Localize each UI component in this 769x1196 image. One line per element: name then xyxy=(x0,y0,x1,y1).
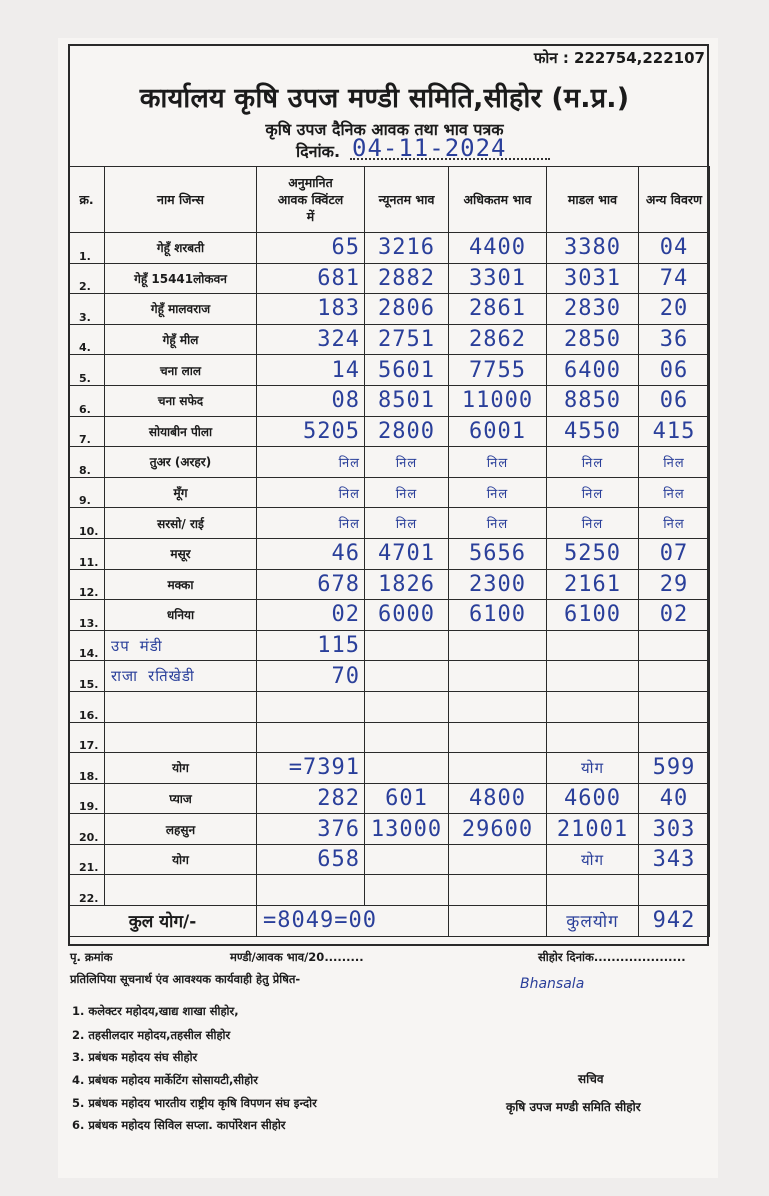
other-detail: 02 xyxy=(639,600,710,631)
arrival-qty: =7391 xyxy=(257,753,365,784)
other-detail xyxy=(639,630,710,661)
grand-total-label: कुल योग/- xyxy=(69,906,257,937)
min-rate xyxy=(365,753,449,784)
office-title: कार्यालय कृषि उपज मण्डी समिति,सीहोर (म.प्र.) xyxy=(139,83,630,114)
commodity-name xyxy=(105,691,257,722)
arrival-qty: निल xyxy=(257,477,365,508)
table-row xyxy=(69,508,710,539)
row-number: 9. xyxy=(69,477,105,508)
table-row xyxy=(69,569,710,600)
commodity-name: योग xyxy=(105,753,257,784)
table-row xyxy=(69,324,710,355)
commodity-name: योग xyxy=(105,844,257,875)
ref-number: पृ. क्रमांक xyxy=(70,950,113,964)
col-header-no: क्र. xyxy=(69,167,105,233)
row-number: 6. xyxy=(69,385,105,416)
max-rate: निल xyxy=(449,447,547,478)
model-rate xyxy=(547,661,639,692)
min-rate xyxy=(365,661,449,692)
arrival-qty xyxy=(257,722,365,753)
other-detail: 29 xyxy=(639,569,710,600)
max-rate xyxy=(449,844,547,875)
arrival-qty: 46 xyxy=(257,538,365,569)
recipient-5: 5. प्रबंधक महोदय भारतीय राष्ट्रीय कृषि विपणन संघ इन्दोर xyxy=(72,1096,317,1110)
other-detail xyxy=(639,875,710,906)
row-number: 15. xyxy=(69,661,105,692)
max-rate: 6001 xyxy=(449,416,547,447)
grand-total-row xyxy=(69,906,710,937)
arrival-qty: 5205 xyxy=(257,416,365,447)
model-rate: 21001 xyxy=(547,814,639,845)
col-header-commodity: नाम जिन्स xyxy=(105,167,257,233)
max-rate: 3301 xyxy=(449,263,547,294)
table-row xyxy=(69,691,710,722)
other-detail xyxy=(639,691,710,722)
row-number: 11. xyxy=(69,538,105,569)
arrival-qty: निल xyxy=(257,447,365,478)
max-rate xyxy=(449,722,547,753)
max-rate xyxy=(449,875,547,906)
table-row xyxy=(69,661,710,692)
grand-total-model-label: कुलयोग xyxy=(547,906,639,937)
other-detail: 343 xyxy=(639,844,710,875)
min-rate: निल xyxy=(365,477,449,508)
col-header-min-rate: न्यूनतम भाव xyxy=(365,167,449,233)
row-number: 3. xyxy=(69,294,105,325)
max-rate: 4800 xyxy=(449,783,547,814)
table-row xyxy=(69,753,710,784)
max-rate xyxy=(449,691,547,722)
row-number: 4. xyxy=(69,324,105,355)
phone-number: फोन : 222754,222107 xyxy=(533,49,705,67)
row-number: 2. xyxy=(69,263,105,294)
grand-total-blank xyxy=(449,906,547,937)
max-rate: 2861 xyxy=(449,294,547,325)
arrival-qty: 02 xyxy=(257,600,365,631)
model-rate: 6400 xyxy=(547,355,639,386)
other-detail: 303 xyxy=(639,814,710,845)
arrival-qty xyxy=(257,691,365,722)
min-rate: 6000 xyxy=(365,600,449,631)
row-number: 14. xyxy=(69,630,105,661)
other-detail: निल xyxy=(639,447,710,478)
row-number: 16. xyxy=(69,691,105,722)
max-rate: निल xyxy=(449,508,547,539)
other-detail: 36 xyxy=(639,324,710,355)
max-rate: 29600 xyxy=(449,814,547,845)
row-number: 18. xyxy=(69,753,105,784)
model-rate: 3031 xyxy=(547,263,639,294)
arrival-qty: निल xyxy=(257,508,365,539)
recipient-6: 6. प्रबंधक महोदय सिविल सप्ला. कार्पोरेशन सीहोर xyxy=(72,1118,286,1132)
max-rate: 5656 xyxy=(449,538,547,569)
model-rate: योग xyxy=(547,844,639,875)
commodity-name: चना सफेद xyxy=(105,385,257,416)
model-rate: 4550 xyxy=(547,416,639,447)
max-rate xyxy=(449,630,547,661)
table-row xyxy=(69,722,710,753)
min-rate: 5601 xyxy=(365,355,449,386)
min-rate: 2751 xyxy=(365,324,449,355)
commodity-name: चना लाल xyxy=(105,355,257,386)
secretary-title: सचिव xyxy=(578,1072,604,1086)
table-row xyxy=(69,875,710,906)
table-row xyxy=(69,233,710,264)
min-rate xyxy=(365,844,449,875)
col-header-other: अन्य विवरण xyxy=(639,167,710,233)
secretary-office: कृषि उपज मण्डी समिति सीहोर xyxy=(506,1100,641,1114)
table-row xyxy=(69,447,710,478)
min-rate: 3216 xyxy=(365,233,449,264)
commodity-name: गेहूँ मील xyxy=(105,324,257,355)
arrival-qty: 376 xyxy=(257,814,365,845)
recipient-2: 2. तहसीलदार महोदय,तहसील सीहोर xyxy=(72,1028,231,1042)
commodity-name: मूँग xyxy=(105,477,257,508)
rates-table xyxy=(68,166,710,937)
model-rate: 6100 xyxy=(547,600,639,631)
signature: Bhansala xyxy=(520,976,585,992)
row-number: 7. xyxy=(69,416,105,447)
sehore-date: सीहोर दिनांक..................... xyxy=(538,950,686,964)
other-detail: निल xyxy=(639,477,710,508)
commodity-name: उप मंडी xyxy=(105,630,257,661)
commodity-name: धनिया xyxy=(105,600,257,631)
arrival-qty xyxy=(257,875,365,906)
model-rate: 5250 xyxy=(547,538,639,569)
row-number: 8. xyxy=(69,447,105,478)
col-header-model-rate: माडल भाव xyxy=(547,167,639,233)
arrival-qty: 65 xyxy=(257,233,365,264)
forwarding-note: प्रतिलिपिया सूचनार्थ एंव आवश्यक कार्यवाही हेतु प्रेषित- xyxy=(70,972,301,986)
max-rate: 2862 xyxy=(449,324,547,355)
max-rate: 11000 xyxy=(449,385,547,416)
model-rate xyxy=(547,630,639,661)
model-rate xyxy=(547,875,639,906)
arrival-qty: 678 xyxy=(257,569,365,600)
col-header-arrival: अनुमानित आवक क्विंटल में xyxy=(257,167,365,233)
commodity-name: गेहूँ 15441लोकवन xyxy=(105,263,257,294)
commodity-name: सरसो/ राई xyxy=(105,508,257,539)
model-rate: निल xyxy=(547,477,639,508)
recipient-3: 3. प्रबंधक महोदय संघ सीहोर xyxy=(72,1050,198,1064)
other-detail: 415 xyxy=(639,416,710,447)
max-rate: 6100 xyxy=(449,600,547,631)
commodity-name: तुअर (अरहर) xyxy=(105,447,257,478)
table-row xyxy=(69,263,710,294)
min-rate: 2800 xyxy=(365,416,449,447)
commodity-name: मसूर xyxy=(105,538,257,569)
row-number: 22. xyxy=(69,875,105,906)
commodity-name: सोयाबीन पीला xyxy=(105,416,257,447)
table-row xyxy=(69,814,710,845)
model-rate xyxy=(547,691,639,722)
other-detail: 06 xyxy=(639,385,710,416)
commodity-name: गेहूँ शरबती xyxy=(105,233,257,264)
min-rate xyxy=(365,875,449,906)
grand-total-arrival: =8049=00 xyxy=(257,906,449,937)
min-rate xyxy=(365,722,449,753)
other-detail: 20 xyxy=(639,294,710,325)
other-detail xyxy=(639,661,710,692)
arrival-qty: 70 xyxy=(257,661,365,692)
min-rate xyxy=(365,630,449,661)
commodity-name: प्याज xyxy=(105,783,257,814)
min-rate: 2882 xyxy=(365,263,449,294)
row-number: 10. xyxy=(69,508,105,539)
table-row xyxy=(69,294,710,325)
table-row xyxy=(69,844,710,875)
arrival-qty: 282 xyxy=(257,783,365,814)
min-rate: निल xyxy=(365,447,449,478)
grand-total-other: 942 xyxy=(639,906,710,937)
model-rate: 2850 xyxy=(547,324,639,355)
max-rate xyxy=(449,753,547,784)
other-detail: 40 xyxy=(639,783,710,814)
min-rate xyxy=(365,691,449,722)
date-value: 04-11-2024 xyxy=(352,134,507,162)
table-row xyxy=(69,385,710,416)
recipient-1: 1. कलेक्टर महोदय,खाद्य शाखा सीहोर, xyxy=(72,1004,239,1018)
row-number: 21. xyxy=(69,844,105,875)
min-rate: निल xyxy=(365,508,449,539)
row-number: 17. xyxy=(69,722,105,753)
model-rate: निल xyxy=(547,447,639,478)
min-rate: 2806 xyxy=(365,294,449,325)
model-rate: 2161 xyxy=(547,569,639,600)
report-subtitle: कृषि उपज दैनिक आवक तथा भाव पत्रक xyxy=(265,120,504,139)
table-row xyxy=(69,477,710,508)
other-detail: 04 xyxy=(639,233,710,264)
row-number: 5. xyxy=(69,355,105,386)
model-rate: 8850 xyxy=(547,385,639,416)
arrival-qty: 183 xyxy=(257,294,365,325)
min-rate: 13000 xyxy=(365,814,449,845)
row-number: 19. xyxy=(69,783,105,814)
arrival-qty: 658 xyxy=(257,844,365,875)
table-row xyxy=(69,783,710,814)
model-rate: योग xyxy=(547,753,639,784)
min-rate: 8501 xyxy=(365,385,449,416)
commodity-name: गेहूँ मालवराज xyxy=(105,294,257,325)
other-detail: निल xyxy=(639,508,710,539)
row-number: 12. xyxy=(69,569,105,600)
max-rate: निल xyxy=(449,477,547,508)
row-number: 20. xyxy=(69,814,105,845)
min-rate: 4701 xyxy=(365,538,449,569)
model-rate: 2830 xyxy=(547,294,639,325)
date-label: दिनांक. xyxy=(296,142,341,161)
table-row xyxy=(69,538,710,569)
commodity-name: मक्का xyxy=(105,569,257,600)
other-detail: 06 xyxy=(639,355,710,386)
model-rate xyxy=(547,722,639,753)
commodity-name: राजा रतिखेडी xyxy=(105,661,257,692)
max-rate xyxy=(449,661,547,692)
table-row xyxy=(69,416,710,447)
table-row xyxy=(69,355,710,386)
arrival-qty: 14 xyxy=(257,355,365,386)
arrival-qty: 324 xyxy=(257,324,365,355)
other-detail xyxy=(639,722,710,753)
mandi-ref: मण्डी/आवक भाव/20......... xyxy=(230,950,364,964)
col-header-max-rate: अधिकतम भाव xyxy=(449,167,547,233)
model-rate: 4600 xyxy=(547,783,639,814)
model-rate: 3380 xyxy=(547,233,639,264)
arrival-qty: 681 xyxy=(257,263,365,294)
min-rate: 1826 xyxy=(365,569,449,600)
max-rate: 2300 xyxy=(449,569,547,600)
max-rate: 4400 xyxy=(449,233,547,264)
row-number: 1. xyxy=(69,233,105,264)
recipient-4: 4. प्रबंधक महोदय मार्केटिंग सोसायटी,सीहोर xyxy=(72,1073,258,1087)
arrival-qty: 115 xyxy=(257,630,365,661)
table-row xyxy=(69,600,710,631)
commodity-name xyxy=(105,875,257,906)
arrival-qty: 08 xyxy=(257,385,365,416)
row-number: 13. xyxy=(69,600,105,631)
model-rate: निल xyxy=(547,508,639,539)
other-detail: 599 xyxy=(639,753,710,784)
table-header-row xyxy=(69,167,710,233)
other-detail: 07 xyxy=(639,538,710,569)
other-detail: 74 xyxy=(639,263,710,294)
commodity-name xyxy=(105,722,257,753)
table-row xyxy=(69,630,710,661)
max-rate: 7755 xyxy=(449,355,547,386)
min-rate: 601 xyxy=(365,783,449,814)
commodity-name: लहसुन xyxy=(105,814,257,845)
